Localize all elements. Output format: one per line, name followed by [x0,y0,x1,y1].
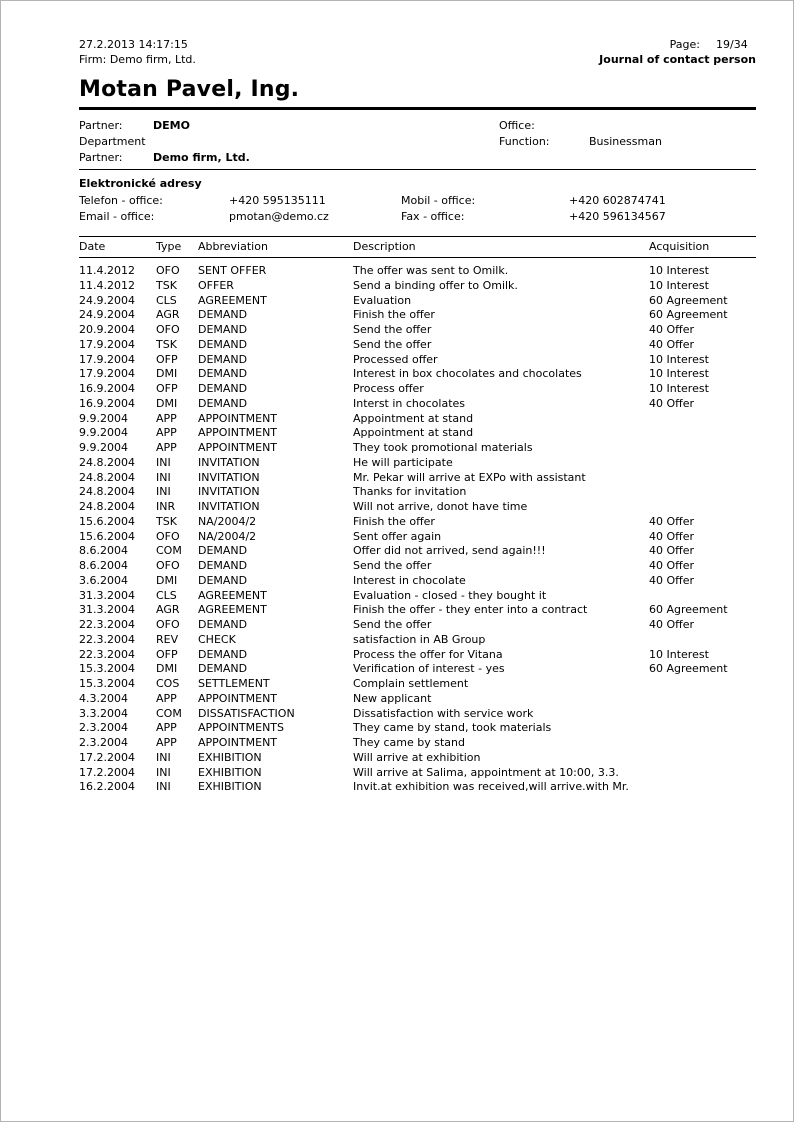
table-cell: 16.9.2004 [79,382,135,395]
table-row [79,574,756,589]
table-cell: Evaluation [353,293,412,307]
department-label: Department [79,135,146,148]
table-cell: 40 Offer [649,559,695,572]
page-label: Page: [669,38,700,51]
table-cell: 17.9.2004 [79,367,135,381]
addresses-title: Elektronické adresy [79,177,202,190]
table-cell: REV [156,632,179,646]
table-cell: DMI [156,367,178,381]
table-row [79,441,756,456]
table-cell: INI [156,750,171,764]
table-row [79,780,756,795]
table-cell: Finish the offer - they enter into a contract [353,603,588,617]
table-cell: NA/2004/2 [198,529,257,543]
table-cell [649,500,756,515]
function-value: Businessman [589,135,662,148]
fax-office-value: +420 596134567 [569,210,666,223]
table-cell: INVITATION [198,485,260,499]
partner-label: Partner: [79,119,123,132]
table-cell: AGREEMENT [198,293,267,307]
table-cell: DEMAND [198,573,248,587]
table-cell: Appointment at stand [353,411,474,425]
table-cell: CLS [156,293,177,307]
table-cell [649,677,756,692]
col-header-date: Date [79,237,156,258]
table-cell: Mr. Pekar will arrive at EXPo with assistant [353,470,586,484]
table-cell: INVITATION [198,500,260,513]
table-cell: 9.9.2004 [79,426,128,440]
table-cell: Will not arrive, donot have time [353,500,528,513]
table-cell: 22.3.2004 [79,632,135,646]
table-row [79,751,756,766]
table-cell: DEMAND [198,618,248,631]
table-cell: EXHIBITION [198,765,262,779]
table-cell: 10 Interest [649,367,709,381]
table-cell: INI [156,470,171,484]
table-cell: TSK [156,278,177,292]
table-cell: 15.3.2004 [79,677,135,690]
table-cell: They took promotional materials [353,441,533,454]
table-row [79,603,756,618]
partner2-value: Demo firm, Ltd. [153,151,250,164]
table-cell: AGR [156,308,180,322]
table-cell: 40 Offer [649,514,695,528]
table-cell: INR [156,500,176,513]
table-cell: 15.3.2004 [79,662,135,676]
table-cell: DEMAND [198,647,248,661]
header-line-1 [79,37,756,52]
address-row-2 [79,209,756,225]
table-cell: INI [156,455,171,469]
table-row [79,648,756,663]
office-value [589,118,756,134]
table-row [79,353,756,368]
table-row [79,294,756,309]
table-cell: APPOINTMENTS [198,721,285,735]
table-cell: 60 Agreement [649,293,728,307]
journal-table [79,236,756,795]
table-row [79,589,756,604]
table-cell: 10 Interest [649,278,709,292]
table-row [79,766,756,781]
table-cell: APPOINTMENT [198,691,278,705]
table-row [79,677,756,692]
firm-name: Firm: Demo firm, Ltd. [79,53,196,66]
table-row [79,367,756,382]
table-cell: APPOINTMENT [198,426,278,440]
table-cell: 60 Agreement [649,662,728,676]
office-label: Office: [499,119,535,132]
partner2-label: Partner: [79,151,123,164]
print-datetime: 27.2.2013 14:17:15 [79,38,188,51]
table-cell: 24.9.2004 [79,293,135,307]
table-cell: SETTLEMENT [198,677,270,690]
table-cell: CHECK [198,632,236,646]
mobile-office-label: Mobil - office: [401,194,476,207]
details-row-2 [79,134,756,150]
table-cell [649,692,756,707]
header-line-2 [79,52,756,67]
table-cell: He will participate [353,455,453,469]
table-cell: 15.6.2004 [79,514,135,528]
table-cell: 40 Offer [649,573,695,587]
table-cell [649,736,756,751]
table-cell [649,633,756,648]
table-row [79,692,756,707]
table-cell: INVITATION [198,455,260,469]
table-cell: AGR [156,603,180,617]
table-row [79,308,756,323]
table-row [79,515,756,530]
table-cell: APPOINTMENT [198,441,278,454]
table-cell: OFO [156,618,180,631]
table-cell: 17.2.2004 [79,765,135,779]
table-cell: OFP [156,647,178,661]
table-cell: 17.9.2004 [79,337,135,351]
table-cell: 15.6.2004 [79,529,135,543]
table-cell: INI [156,485,171,499]
table-cell: 8.6.2004 [79,559,128,572]
table-cell [649,721,756,736]
table-cell: Verification of interest - yes [353,662,505,676]
table-cell: CLS [156,588,177,602]
page-number: 19/34 [716,38,748,51]
col-header-abbreviation: Abbreviation [198,237,353,258]
table-row [79,397,756,412]
table-row [79,456,756,471]
table-row [79,323,756,338]
function-label: Function: [499,135,550,148]
table-cell: Invit.at exhibition was received,will arrive.with Mr. [353,780,629,794]
table-cell: APPOINTMENT [198,411,278,425]
table-cell: COM [156,706,182,720]
table-cell: INI [156,780,171,794]
col-header-description: Description [353,237,649,258]
table-cell: Send a binding offer to Omilk. [353,278,518,292]
details-row-1 [79,118,756,134]
table-cell: 40 Offer [649,323,695,336]
table-cell: 4.3.2004 [79,691,128,705]
table-cell: EXHIBITION [198,780,262,794]
table-cell: 40 Offer [649,618,695,631]
fax-office-label: Fax - office: [401,210,465,223]
phone-office-value: +420 595135111 [229,194,326,207]
table-cell: Processed offer [353,352,438,366]
phone-office-label: Telefon - office: [79,194,163,207]
table-cell: DMI [156,573,178,587]
table-cell: APP [156,411,177,425]
table-row [79,426,756,441]
table-cell: INVITATION [198,470,260,484]
table-cell: APP [156,736,177,749]
table-cell: DEMAND [198,337,248,351]
table-cell: Finish the offer [353,308,435,322]
table-cell: APP [156,691,177,705]
partner-value: DEMO [153,119,190,132]
table-cell: OFO [156,264,180,277]
table-cell: Thanks for invitation [353,485,467,499]
table-cell: satisfaction in AB Group [353,632,486,646]
table-cell: Will arrive at exhibition [353,750,481,764]
table-cell: Sent offer again [353,529,442,543]
table-row [79,338,756,353]
table-cell: 9.9.2004 [79,441,128,454]
table-cell: APP [156,426,177,440]
table-cell: 40 Offer [649,396,695,410]
table-cell: Offer did not arrived, send again!!! [353,544,546,558]
table-row [79,485,756,500]
address-row-1 [79,193,756,209]
table-cell: 3.3.2004 [79,706,128,720]
table-cell [649,485,756,500]
table-cell: OFP [156,382,178,395]
table-cell: 9.9.2004 [79,411,128,425]
table-cell: DEMAND [198,662,248,676]
table-row [79,662,756,677]
table-cell: 24.9.2004 [79,308,135,322]
table-cell: 22.3.2004 [79,618,135,631]
table-cell [649,707,756,722]
table-row [79,633,756,648]
table-row [79,500,756,515]
table-cell: They came by stand, took materials [353,721,552,735]
table-cell: OFO [156,559,180,572]
table-cell: 10 Interest [649,264,709,277]
table-header-row [79,237,756,258]
table-cell: Send the offer [353,337,432,351]
table-cell: 60 Agreement [649,308,728,322]
table-cell: 24.8.2004 [79,485,135,499]
table-cell: Finish the offer [353,514,435,528]
table-row [79,736,756,751]
table-cell: Process offer [353,382,424,395]
table-cell: 31.3.2004 [79,588,135,602]
table-cell: 17.9.2004 [79,352,135,366]
table-cell: 8.6.2004 [79,544,128,558]
table-cell: DEMAND [198,396,248,410]
table-cell: DEMAND [198,559,248,572]
table-cell [649,780,756,795]
table-row [79,721,756,736]
table-cell: They came by stand [353,736,465,749]
report-title: Journal of contact person [599,53,756,66]
table-cell [649,426,756,441]
table-cell [649,412,756,427]
table-cell: APP [156,441,177,454]
table-cell: AGREEMENT [198,603,267,617]
table-cell: DEMAND [198,382,248,395]
divider [79,169,756,170]
table-cell: 60 Agreement [649,603,728,617]
table-cell: 16.2.2004 [79,780,135,794]
table-cell: INI [156,765,171,779]
table-cell: OFO [156,529,180,543]
table-cell [649,456,756,471]
journal-table-body [79,258,756,796]
table-row [79,618,756,633]
table-cell: The offer was sent to Omilk. [353,264,509,277]
col-header-type: Type [156,237,198,258]
table-cell: DEMAND [198,544,248,558]
table-cell: Process the offer for Vitana [353,647,503,661]
table-cell: Dissatisfaction with service work [353,706,534,720]
table-cell: 2.3.2004 [79,736,128,749]
table-cell: DMI [156,396,178,410]
table-cell: 17.2.2004 [79,750,135,764]
table-cell: New applicant [353,691,432,705]
table-row [79,382,756,397]
table-cell: DMI [156,662,178,676]
table-cell: 22.3.2004 [79,647,135,661]
table-cell: 40 Offer [649,529,695,543]
report-content [79,37,756,795]
table-cell: 11.4.2012 [79,278,135,292]
table-cell: APP [156,721,177,735]
table-cell: SENT OFFER [198,264,267,277]
table-cell: TSK [156,514,177,528]
table-cell: 40 Offer [649,544,695,558]
table-cell: Evaluation - closed - they bought it [353,588,547,602]
table-cell: DISSATISFACTION [198,706,295,720]
email-office-value: pmotan@demo.cz [229,210,329,223]
table-cell: Will arrive at Salima, appointment at 10:00, 3.3. [353,765,619,779]
table-cell [649,766,756,781]
table-cell: 10 Interest [649,647,709,661]
table-row [79,707,756,722]
page-indicator [670,37,756,52]
table-cell: 16.9.2004 [79,396,135,410]
table-cell: TSK [156,337,177,351]
department-value [153,134,499,150]
table-row [79,559,756,574]
details-row-3 [79,150,756,166]
table-row [79,258,756,279]
table-cell: 2.3.2004 [79,721,128,735]
table-cell: 31.3.2004 [79,603,135,617]
table-cell: Complain settlement [353,677,469,690]
email-office-label: Email - office: [79,210,155,223]
table-cell: DEMAND [198,352,248,366]
table-cell: 10 Interest [649,352,709,366]
table-cell: EXHIBITION [198,750,262,764]
table-cell: COS [156,677,180,690]
mobile-office-value: +420 602874741 [569,194,666,207]
table-cell: OFO [156,323,180,336]
col-header-acquisition: Acquisition [649,237,756,258]
table-cell: Send the offer [353,618,432,631]
table-cell: NA/2004/2 [198,514,257,528]
table-cell: 40 Offer [649,337,695,351]
table-row [79,471,756,486]
table-cell: 24.8.2004 [79,500,135,513]
table-cell: DEMAND [198,308,248,322]
table-cell: 10 Interest [649,382,709,395]
table-cell [649,441,756,456]
table-cell: DEMAND [198,323,248,336]
table-cell: Interest in box chocolates and chocolates [353,367,582,381]
table-cell: OFFER [198,278,234,292]
table-cell: OFP [156,352,178,366]
table-cell: DEMAND [198,367,248,381]
table-cell: 24.8.2004 [79,455,135,469]
table-cell [649,589,756,604]
table-cell: 20.9.2004 [79,323,135,336]
table-cell: Interst in chocolates [353,396,466,410]
table-cell [649,751,756,766]
table-cell: 24.8.2004 [79,470,135,484]
table-cell: Appointment at stand [353,426,474,440]
table-cell: AGREEMENT [198,588,267,602]
table-row [79,530,756,545]
person-name: Motan Pavel, Ing. [79,77,756,110]
table-cell [649,471,756,486]
partner-details [79,118,756,166]
table-cell: 11.4.2012 [79,264,135,277]
table-cell: APPOINTMENT [198,736,278,749]
table-cell: Send the offer [353,323,432,336]
table-row [79,412,756,427]
table-row [79,544,756,559]
table-cell: 3.6.2004 [79,573,128,587]
table-row [79,279,756,294]
table-cell: Send the offer [353,559,432,572]
table-cell: Interest in chocolate [353,573,466,587]
table-cell: COM [156,544,182,558]
